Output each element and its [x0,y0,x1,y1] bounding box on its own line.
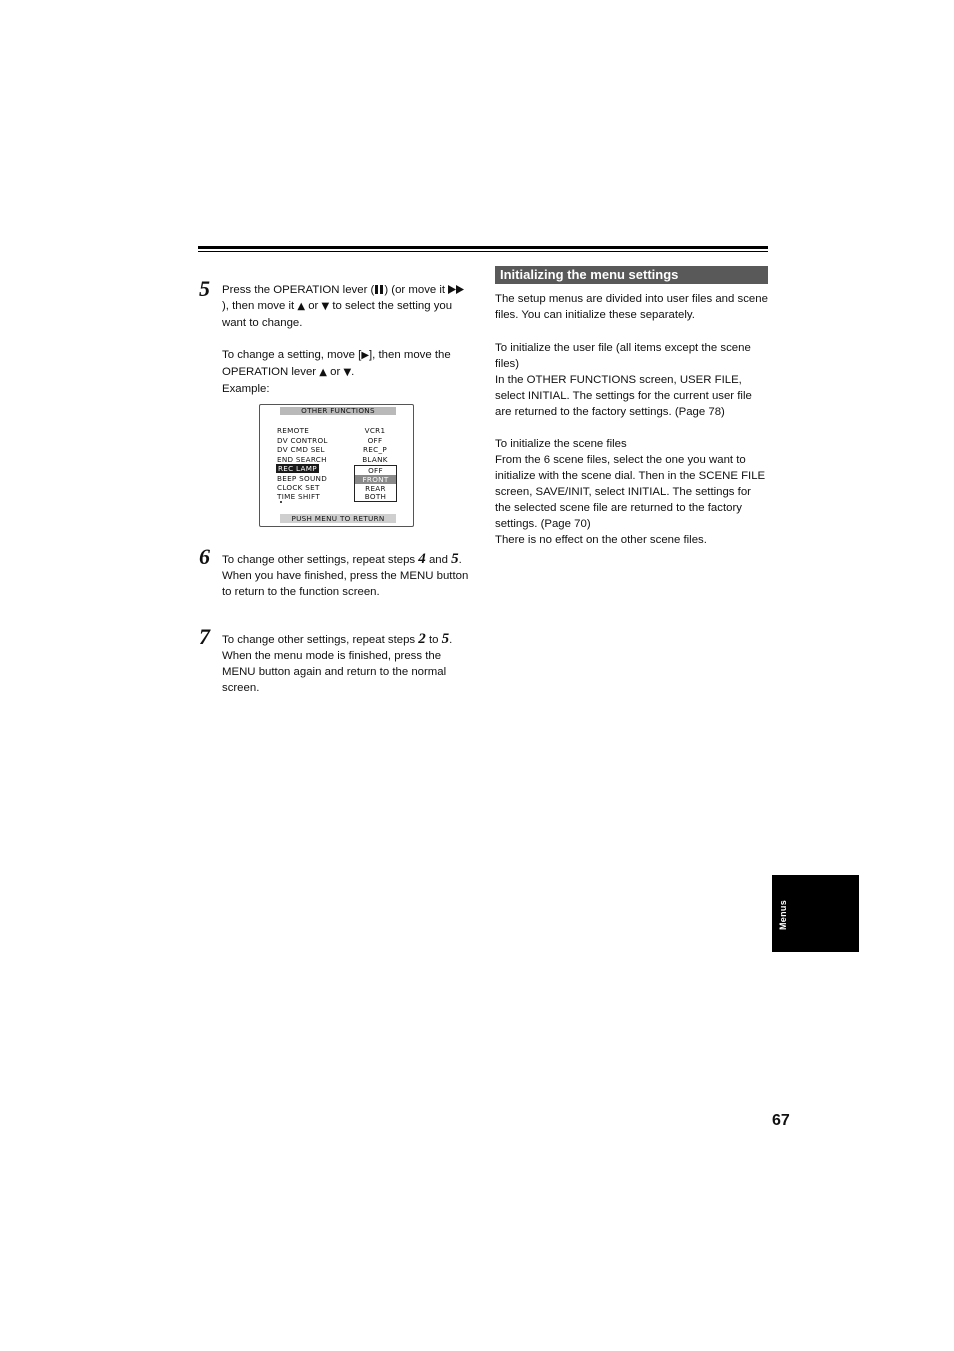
menu-option: BOTH [364,492,387,501]
down-arrow-icon: ▼ [321,301,330,312]
step-ref: 2 [418,631,426,647]
chapter-tab [772,875,859,952]
user-file-title: To initialize the user file (all items except the scene files) [495,342,751,370]
step-ref: 4 [418,551,426,567]
step-ref: 5 [451,551,459,567]
menu-item-beep-sound: BEEP SOUND [277,473,328,483]
menu-value-dv-cmd-sel: REC_P [363,445,387,454]
user-file-body: In the OTHER FUNCTIONS screen, USER FILE, select INITIAL. The settings for the current user file are returned to the factory settings. (Page 78) [495,374,752,418]
menu-option: OFF [368,466,383,475]
header-rule-thin [198,251,768,252]
menu-item-end-search: END SEARCH [277,454,327,464]
step-6-text: To change other settings, repeat steps 4 and 5. When you have finished, press the MENU button to return to the function screen. [222,551,469,598]
step-ref: 5 [441,631,450,647]
fast-forward-icon [448,285,465,294]
scene-file-title: To initialize the scene files [495,438,627,450]
step-6-number: 6 [199,544,210,569]
header-rule-thick [198,246,768,249]
menu-item-rec-lamp: REC LAMP [278,464,317,473]
up-arrow-icon: ▲ [297,301,306,312]
menu-value-dv-control: OFF [367,435,383,445]
up-arrow-icon: ▲ [319,367,327,378]
section-intro: The setup menus are divided into user files and scene files. You can initialize these separately. [495,293,768,321]
step-5-text [222,282,472,397]
menu-option-selected: FRONT [355,475,396,484]
step-5-change-setting: To change a setting, move [▶], then move the OPERATION lever ▲ or ▼. [222,349,451,378]
down-arrow-icon: ▼ [343,367,352,378]
step-7-number: 7 [199,624,210,649]
chapter-tab-label: Menus [778,899,788,930]
menu-value-remote: VCR1 [364,426,386,435]
step-5-instruction: Press the OPERATION lever ( ) (or move it ), then move it ▲ or ▼ to select the setting you want to change. [222,282,472,331]
menu-item-remote: REMOTE [277,426,310,435]
menu-option: REAR [365,483,386,493]
page-number: 67 [772,1112,790,1129]
menu-screen-example [259,404,414,527]
right-arrow-icon: ▶ [361,350,370,361]
menu-more-indicator [280,501,282,503]
menu-value-end-search: BLANK [362,454,388,464]
menu-item-clock-set: CLOCK SET [277,482,320,492]
step-5-example-label: Example: [222,383,270,395]
menu-footer: PUSH MENU TO RETURN [280,514,396,523]
menu-item-dv-control: DV CONTROL [277,435,328,445]
step-5-number: 5 [199,276,210,301]
scene-file-body: From the 6 scene files, select the one you want to initialize with the scene dial. Then in the SCENE FILE screen, SAVE/INIT, select INITIAL. The settings for the selected scene file are returned to the factory settings. (Page 70) [495,454,766,530]
section-heading: Initializing the menu settings [495,266,768,284]
step-7-text: To change other settings, repeat steps 2 to 5. When the menu mode is finished, press the MENU button again and return to the normal screen. [222,631,453,694]
scene-file-note: There is no effect on the other scene files. [495,534,707,546]
menu-options-list [354,465,397,502]
menu-item-time-shift: TIME SHIFT [277,491,321,501]
menu-title: OTHER FUNCTIONS [280,407,396,415]
menu-item-dv-cmd-sel: DV CMD SEL [277,445,325,454]
section-body [495,291,769,548]
pause-icon [374,285,384,294]
